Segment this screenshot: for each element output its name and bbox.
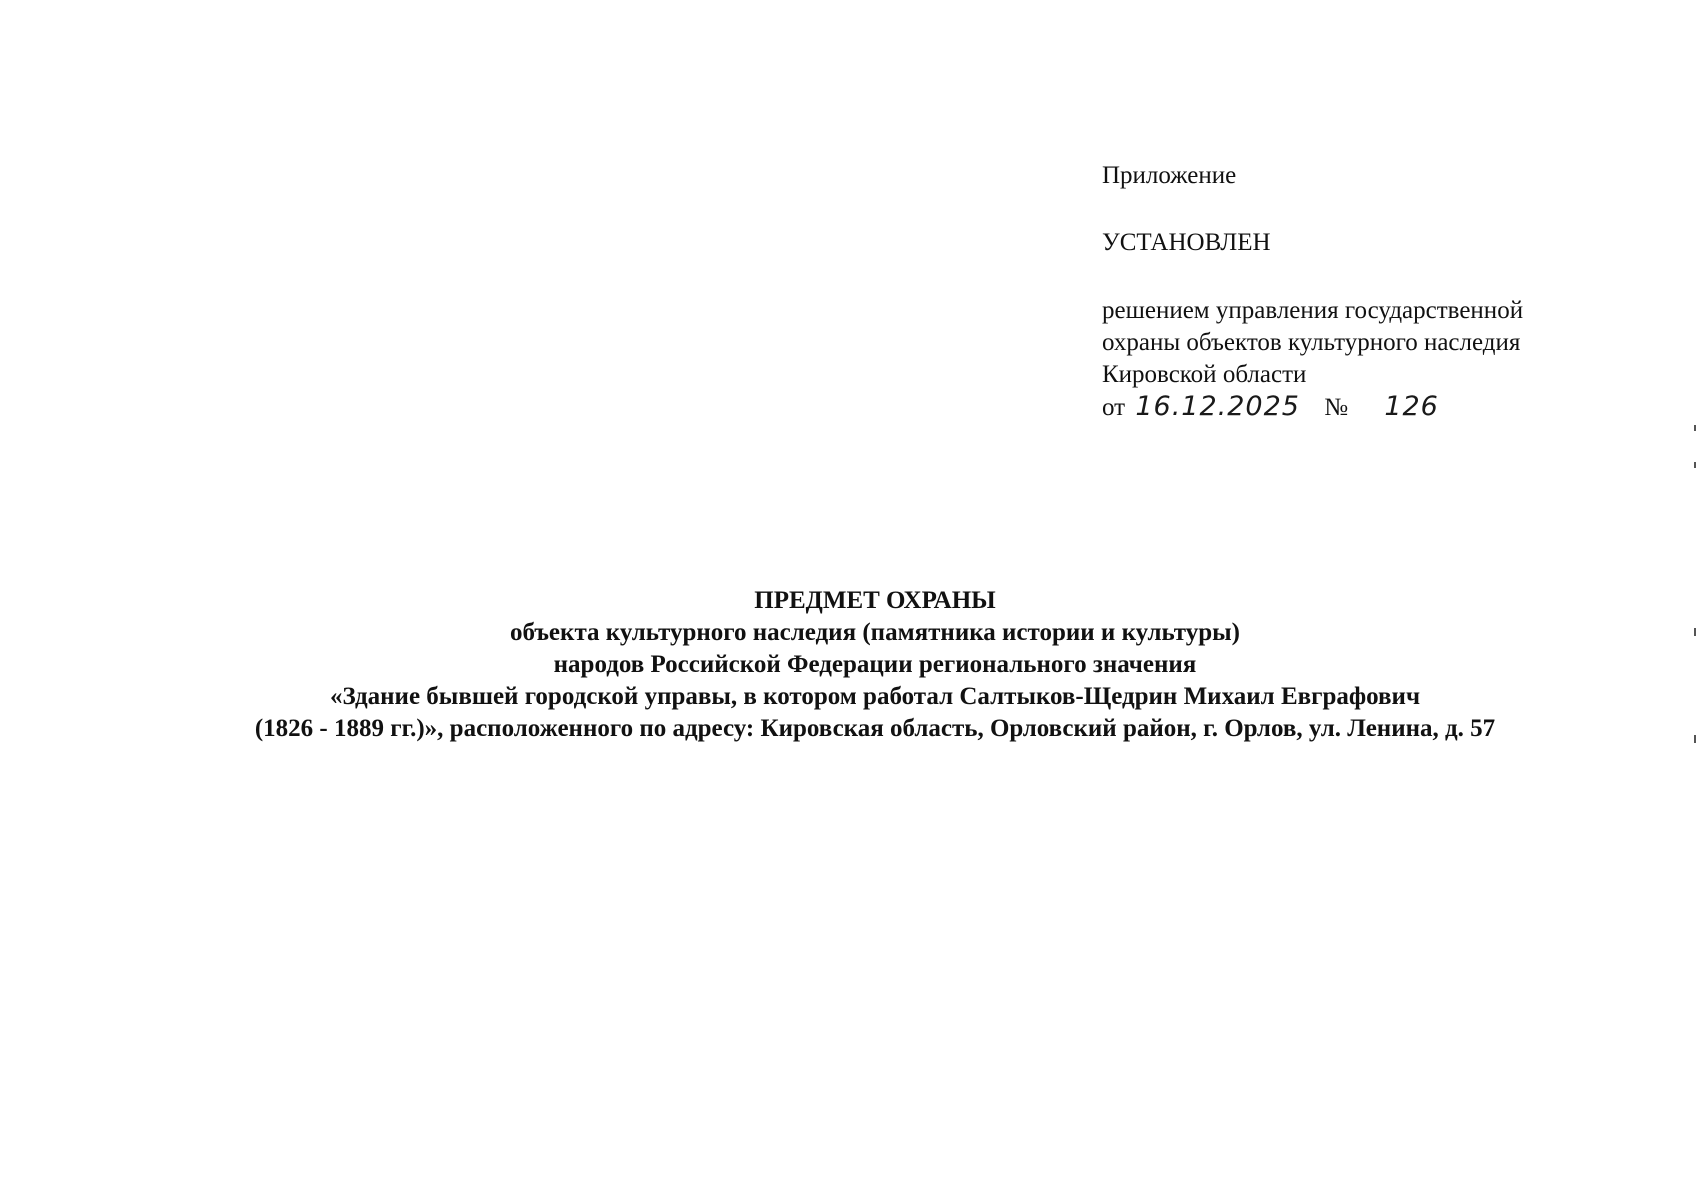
- scan-artifact-mark: [1694, 425, 1696, 431]
- scan-artifact-mark: [1694, 628, 1696, 636]
- approval-block: [1102, 160, 1662, 424]
- number-sign: №: [1324, 394, 1349, 421]
- scan-artifact-mark: [1694, 735, 1696, 743]
- title-line-1: объекта культурного наследия (памятника истории и культуры): [509, 619, 1240, 646]
- decision-line-1: решением управления государственной: [1102, 297, 1524, 324]
- handwritten-date: 16.12.2025: [1135, 391, 1300, 422]
- scan-artifact-mark: [1694, 462, 1696, 468]
- title-heading: ПРЕДМЕТ ОХРАНЫ: [754, 587, 996, 614]
- handwritten-number: 126: [1384, 391, 1439, 422]
- appendix-label: Приложение: [1102, 162, 1237, 189]
- decision-line-3: Кировской области: [1102, 361, 1307, 388]
- title-line-3: «Здание бывшей городской управы, в котором работал Салтыков-Щедрин Михаил Евграфович: [329, 683, 1421, 710]
- decree-date-line: [1102, 391, 1662, 424]
- title-line-4: (1826 - 1889 гг.)», расположенного по адресу: Кировская область, Орловский район, г. Орлов, ул. Ленина, д. 57: [254, 715, 1496, 742]
- date-prefix: от: [1102, 394, 1126, 421]
- approved-label: УСТАНОВЛЕН: [1102, 229, 1271, 256]
- protection-subject-title: [150, 585, 1600, 745]
- decision-line-2: охраны объектов культурного наследия: [1102, 329, 1521, 356]
- title-line-2: народов Российской Федерации регионального значения: [553, 651, 1197, 678]
